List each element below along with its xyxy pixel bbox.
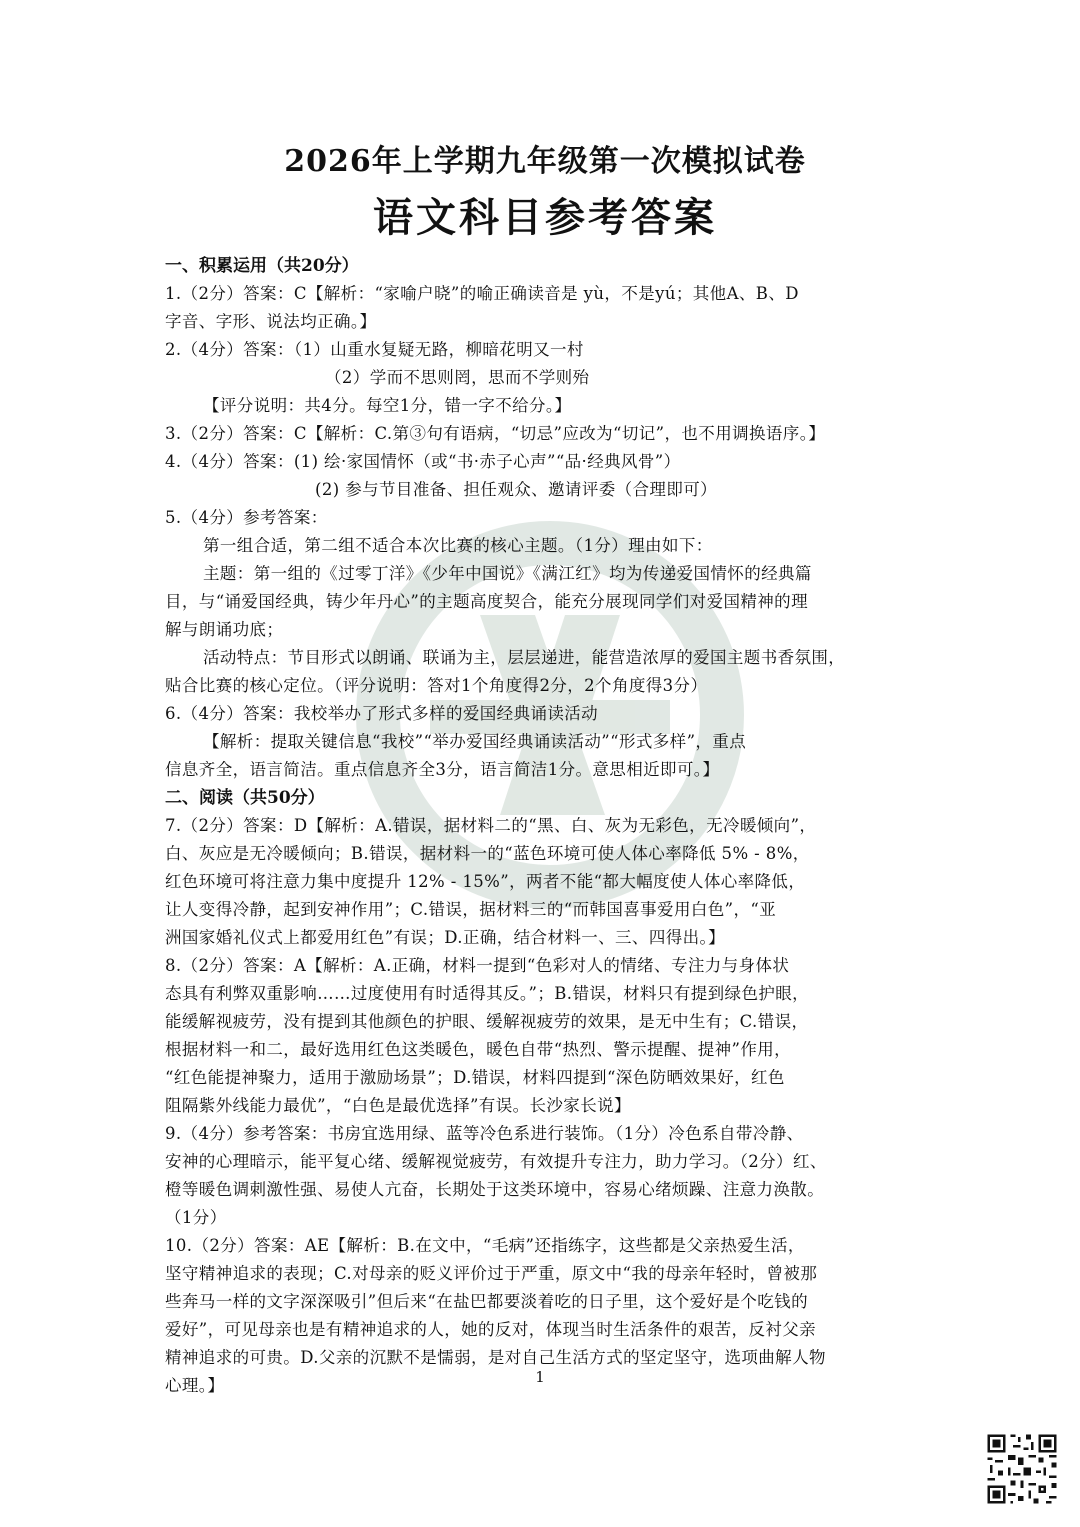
- text-line: 活动特点：节目形式以朗诵、联诵为主，层层递进，能营造浓厚的爱国主题书香氛围，: [203, 648, 846, 667]
- text-line: 爱好”，可见母亲也是有精神追求的人，她的反对，体现当时生活条件的艰苦，反衬父亲: [165, 1320, 817, 1339]
- text-line: 精神追求的可贵。D.父亲的沉默不是懦弱，是对自己生活方式的坚定坚守，选项曲解人物: [165, 1348, 826, 1367]
- text-line: 信息齐全，语言简洁。重点信息齐全3分，语言简洁1分。意思相近即可。】: [165, 760, 720, 779]
- text-line: 能缓解视疲劳，没有提到其他颜色的护眼、缓解视疲劳的效果，是无中生有；C.错误，: [165, 1012, 809, 1031]
- text-line: 2.（4分）答案：（1）山重水复疑无路，柳暗花明又一村: [165, 340, 584, 359]
- text-line: 7.（2分）答案：D【解析：A.错误，据材料二的“黑、白、灰为无彩色，无冷暖倾向”，: [165, 816, 817, 835]
- text-line: （1分）: [165, 1208, 227, 1227]
- text-line: 8.（2分）答案：A【解析：A.正确，材料一提到“色彩对人的情绪、专注力与身体状: [165, 956, 790, 975]
- text-line: 5.（4分）参考答案：: [165, 508, 328, 527]
- text-line: 橙等暖色调刺激性强、易使人亢奋，长期处于这类环境中，容易心绪烦躁、注意力涣散。: [165, 1180, 825, 1199]
- section-heading: 二、阅读（共50分）: [165, 788, 325, 808]
- text-line: 红色环境可将注意力集中度提升 12% - 15%”，两者不能“都大幅度使人体心率降低，: [165, 872, 806, 891]
- text-line: 目，与“诵爱国经典，铸少年丹心”的主题高度契合，能充分展现同学们对爱国精神的理: [165, 592, 808, 611]
- text-line: 解与朗诵功底；: [165, 620, 284, 639]
- answer-content: [165, 142, 925, 1400]
- qr-code-icon[interactable]: [985, 1432, 1059, 1506]
- text-line: 9.（4分）参考答案：书房宜选用绿、蓝等冷色系进行装饰。（1分）冷色系自带冷静、: [165, 1124, 804, 1143]
- text-line: “红色能提神聚力，适用于激励场景”；D.错误，材料四提到“深色防晒效果好，红色: [165, 1068, 785, 1087]
- text-line: 第一组合适，第二组不适合本次比赛的核心主题。（1分）理由如下：: [203, 536, 713, 555]
- text-line: 洲国家婚礼仪式上都爱用红色”有误；D.正确，结合材料一、三、四得出。】: [165, 928, 726, 947]
- text-line: 坚守精神追求的表现；C.对母亲的贬义评价过于严重，原文中“我的母亲年轻时，曾被那: [165, 1264, 818, 1283]
- text-line: 10.（2分）答案：AE【解析：B.在文中，“毛病”还指练字，这些都是父亲热爱生活，: [165, 1236, 805, 1255]
- text-line: 让人变得冷静，起到安神作用”；C.错误，据材料三的“而韩国喜事爱用白色”，“亚: [165, 900, 777, 919]
- text-line: 安神的心理暗示，能平复心绪、缓解视觉疲劳，有效提升专注力，助力学习。（2分）红、: [165, 1152, 827, 1171]
- text-line: 些奔马一样的文字深深吸引”但后来“在盐巴都要淡着吃的日子里，这个爱好是个吃钱的: [165, 1292, 808, 1311]
- text-line: 6.（4分）答案：我校举办了形式多样的爱国经典诵读活动: [165, 704, 599, 723]
- text-line: 4.（4分）答案：(1) 绘·家国情怀（或“书·赤子心声”“品·经典风骨”）: [165, 452, 681, 471]
- section-heading: 一、积累运用（共20分）: [165, 256, 359, 276]
- text-line: 3.（2分）答案：C【解析：C.第③句有语病，“切忌”应改为“切记”，也不用调换语序。】: [165, 424, 826, 443]
- text-line: (2) 参与节目准备、担任观众、邀请评委（合理即可）: [315, 480, 718, 499]
- text-line: 【评分说明：共4分。每空1分，错一字不给分。】: [203, 396, 572, 415]
- text-line: 字音、字形、说法均正确。】: [165, 312, 377, 331]
- text-line: 【解析：提取关键信息“我校”“举办爱国经典诵读活动”“形式多样”，重点: [203, 732, 747, 751]
- subject-title: 语文科目参考答案: [373, 194, 717, 241]
- text-line: 态具有利弊双重影响……过度使用有时适得其反。”；B.错误，材料只有提到绿色护眼，: [165, 984, 810, 1003]
- text-line: （2）学而不思则罔，思而不学则殆: [325, 368, 590, 387]
- text-line: 白、灰应是无冷暖倾向；B.错误，据材料一的“蓝色环境可使人体心率降低 5% - 8%，: [165, 844, 810, 863]
- text-line: 心理。】: [165, 1376, 225, 1395]
- text-line: 贴合比赛的核心定位。（评分说明：答对1个角度得2分，2个角度得3分）: [165, 676, 708, 695]
- page-number: 1: [535, 1368, 545, 1386]
- text-line: 根据材料一和二，最好选用红色这类暖色，暖色自带“热烈、警示提醒、提神”作用，: [165, 1040, 792, 1059]
- text-line: 主题：第一组的《过零丁洋》《少年中国说》《满江红》均为传递爱国情怀的经典篇: [203, 564, 812, 583]
- text-line: 阻隔紫外线能力最优”，“白色是最优选择”有误。长沙家长说】: [165, 1096, 631, 1115]
- exam-title: 2026年上学期九年级第一次模拟试卷: [284, 144, 806, 179]
- text-line: 1.（2分）答案：C【解析：“家喻户晓”的喻正确读音是 yù，不是yú；其他A、B、D: [165, 284, 799, 303]
